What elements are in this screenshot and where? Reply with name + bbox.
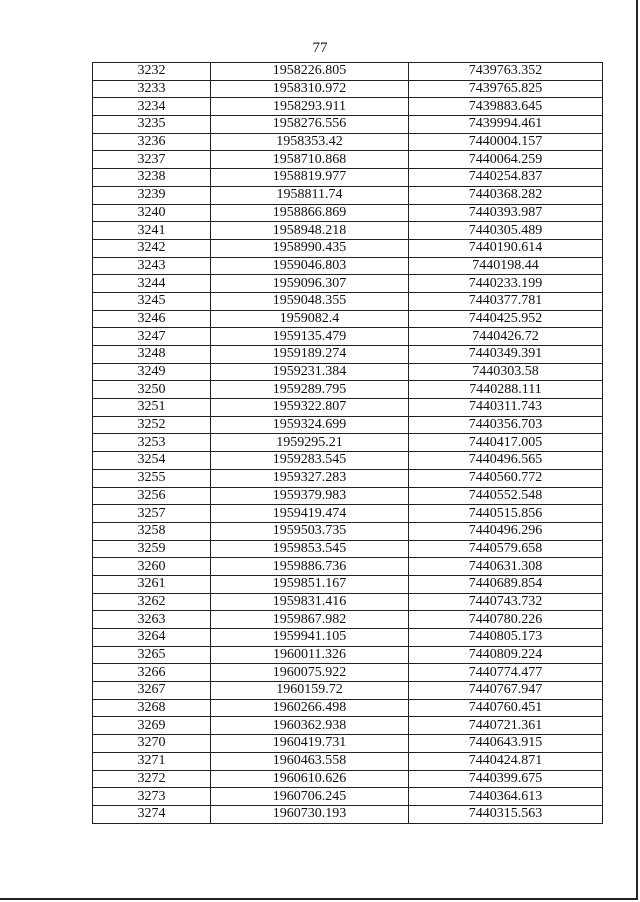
table-row	[93, 664, 603, 682]
y-coordinate-cell: 7440424.871	[409, 752, 603, 770]
x-coordinate-cell: 1959831.416	[211, 593, 409, 611]
table-row	[93, 452, 603, 470]
point-number-cell: 3268	[93, 699, 211, 717]
point-number-cell: 3253	[93, 434, 211, 452]
point-number-cell: 3256	[93, 487, 211, 505]
point-number-cell: 3242	[93, 239, 211, 257]
y-coordinate-cell: 7440417.005	[409, 434, 603, 452]
point-number-cell: 3264	[93, 629, 211, 647]
point-number-cell: 3261	[93, 575, 211, 593]
x-coordinate-cell: 1959046.803	[211, 257, 409, 275]
x-coordinate-cell: 1959096.307	[211, 275, 409, 293]
y-coordinate-cell: 7440315.563	[409, 805, 603, 823]
coordinates-table	[92, 62, 603, 824]
x-coordinate-cell: 1959886.736	[211, 558, 409, 576]
table-row	[93, 805, 603, 823]
table-row	[93, 204, 603, 222]
point-number-cell: 3260	[93, 558, 211, 576]
table-row	[93, 558, 603, 576]
table-row	[93, 699, 603, 717]
x-coordinate-cell: 1958226.805	[211, 63, 409, 81]
table-row	[93, 399, 603, 417]
y-coordinate-cell: 7439763.352	[409, 63, 603, 81]
table-row	[93, 80, 603, 98]
y-coordinate-cell: 7440689.854	[409, 575, 603, 593]
point-number-cell: 3267	[93, 682, 211, 700]
table-row	[93, 629, 603, 647]
table-row	[93, 611, 603, 629]
table-row	[93, 717, 603, 735]
y-coordinate-cell: 7440349.391	[409, 346, 603, 364]
y-coordinate-cell: 7440579.658	[409, 540, 603, 558]
table-row	[93, 416, 603, 434]
table-row	[93, 434, 603, 452]
y-coordinate-cell: 7440552.548	[409, 487, 603, 505]
x-coordinate-cell: 1959289.795	[211, 381, 409, 399]
table-row	[93, 575, 603, 593]
point-number-cell: 3236	[93, 133, 211, 151]
x-coordinate-cell: 1958353.42	[211, 133, 409, 151]
x-coordinate-cell: 1959295.21	[211, 434, 409, 452]
y-coordinate-cell: 7440496.296	[409, 522, 603, 540]
x-coordinate-cell: 1958811.74	[211, 186, 409, 204]
point-number-cell: 3269	[93, 717, 211, 735]
y-coordinate-cell: 7440767.947	[409, 682, 603, 700]
table-row	[93, 505, 603, 523]
y-coordinate-cell: 7440377.781	[409, 292, 603, 310]
x-coordinate-cell: 1958310.972	[211, 80, 409, 98]
point-number-cell: 3247	[93, 328, 211, 346]
point-number-cell: 3243	[93, 257, 211, 275]
y-coordinate-cell: 7440356.703	[409, 416, 603, 434]
y-coordinate-cell: 7440425.952	[409, 310, 603, 328]
x-coordinate-cell: 1959853.545	[211, 540, 409, 558]
y-coordinate-cell: 7440364.613	[409, 788, 603, 806]
y-coordinate-cell: 7440393.987	[409, 204, 603, 222]
y-coordinate-cell: 7440399.675	[409, 770, 603, 788]
table-row	[93, 310, 603, 328]
point-number-cell: 3259	[93, 540, 211, 558]
table-row	[93, 63, 603, 81]
table-row	[93, 646, 603, 664]
table-row	[93, 346, 603, 364]
y-coordinate-cell: 7440305.489	[409, 222, 603, 240]
table-row	[93, 752, 603, 770]
x-coordinate-cell: 1960159.72	[211, 682, 409, 700]
y-coordinate-cell: 7440496.565	[409, 452, 603, 470]
x-coordinate-cell: 1960362.938	[211, 717, 409, 735]
y-coordinate-cell: 7440774.477	[409, 664, 603, 682]
point-number-cell: 3250	[93, 381, 211, 399]
x-coordinate-cell: 1959189.274	[211, 346, 409, 364]
point-number-cell: 3233	[93, 80, 211, 98]
x-coordinate-cell: 1959503.735	[211, 522, 409, 540]
y-coordinate-cell: 7440254.837	[409, 169, 603, 187]
y-coordinate-cell: 7440064.259	[409, 151, 603, 169]
table-row	[93, 186, 603, 204]
point-number-cell: 3241	[93, 222, 211, 240]
coordinates-table-body	[93, 63, 603, 824]
x-coordinate-cell: 1960011.326	[211, 646, 409, 664]
point-number-cell: 3262	[93, 593, 211, 611]
x-coordinate-cell: 1958276.556	[211, 116, 409, 134]
table-row	[93, 540, 603, 558]
table-row	[93, 593, 603, 611]
y-coordinate-cell: 7440809.224	[409, 646, 603, 664]
table-row	[93, 487, 603, 505]
x-coordinate-cell: 1959283.545	[211, 452, 409, 470]
point-number-cell: 3270	[93, 735, 211, 753]
table-row	[93, 275, 603, 293]
table-row	[93, 682, 603, 700]
y-coordinate-cell: 7440743.732	[409, 593, 603, 611]
page-number: 77	[312, 40, 328, 56]
point-number-cell: 3254	[93, 452, 211, 470]
y-coordinate-cell: 7440311.743	[409, 399, 603, 417]
x-coordinate-cell: 1960610.626	[211, 770, 409, 788]
y-coordinate-cell: 7440805.173	[409, 629, 603, 647]
point-number-cell: 3274	[93, 805, 211, 823]
point-number-cell: 3273	[93, 788, 211, 806]
x-coordinate-cell: 1960730.193	[211, 805, 409, 823]
table-row	[93, 151, 603, 169]
point-number-cell: 3251	[93, 399, 211, 417]
table-row	[93, 363, 603, 381]
table-row	[93, 328, 603, 346]
table-row	[93, 469, 603, 487]
table-row	[93, 788, 603, 806]
y-coordinate-cell: 7439883.645	[409, 98, 603, 116]
point-number-cell: 3266	[93, 664, 211, 682]
point-number-cell: 3245	[93, 292, 211, 310]
y-coordinate-cell: 7440643.915	[409, 735, 603, 753]
table-row	[93, 381, 603, 399]
table-row	[93, 98, 603, 116]
table-row	[93, 770, 603, 788]
table-row	[93, 239, 603, 257]
point-number-cell: 3271	[93, 752, 211, 770]
y-coordinate-cell: 7440190.614	[409, 239, 603, 257]
point-number-cell: 3257	[93, 505, 211, 523]
y-coordinate-cell: 7440288.111	[409, 381, 603, 399]
x-coordinate-cell: 1958293.911	[211, 98, 409, 116]
x-coordinate-cell: 1960706.245	[211, 788, 409, 806]
y-coordinate-cell: 7440631.308	[409, 558, 603, 576]
x-coordinate-cell: 1958866.869	[211, 204, 409, 222]
x-coordinate-cell: 1958710.868	[211, 151, 409, 169]
x-coordinate-cell: 1959327.283	[211, 469, 409, 487]
table-row	[93, 133, 603, 151]
point-number-cell: 3238	[93, 169, 211, 187]
x-coordinate-cell: 1959082.4	[211, 310, 409, 328]
x-coordinate-cell: 1958819.977	[211, 169, 409, 187]
x-coordinate-cell: 1959322.807	[211, 399, 409, 417]
x-coordinate-cell: 1959231.384	[211, 363, 409, 381]
table-row	[93, 522, 603, 540]
point-number-cell: 3249	[93, 363, 211, 381]
x-coordinate-cell: 1959379.983	[211, 487, 409, 505]
x-coordinate-cell: 1959941.105	[211, 629, 409, 647]
table-row	[93, 735, 603, 753]
y-coordinate-cell: 7440780.226	[409, 611, 603, 629]
y-coordinate-cell: 7439765.825	[409, 80, 603, 98]
y-coordinate-cell: 7440004.157	[409, 133, 603, 151]
x-coordinate-cell: 1959048.355	[211, 292, 409, 310]
y-coordinate-cell: 7440368.282	[409, 186, 603, 204]
x-coordinate-cell: 1960266.498	[211, 699, 409, 717]
point-number-cell: 3246	[93, 310, 211, 328]
x-coordinate-cell: 1958948.218	[211, 222, 409, 240]
x-coordinate-cell: 1960075.922	[211, 664, 409, 682]
point-number-cell: 3258	[93, 522, 211, 540]
table-row	[93, 222, 603, 240]
y-coordinate-cell: 7439994.461	[409, 116, 603, 134]
x-coordinate-cell: 1959135.479	[211, 328, 409, 346]
point-number-cell: 3252	[93, 416, 211, 434]
x-coordinate-cell: 1959867.982	[211, 611, 409, 629]
point-number-cell: 3232	[93, 63, 211, 81]
point-number-cell: 3263	[93, 611, 211, 629]
point-number-cell: 3265	[93, 646, 211, 664]
x-coordinate-cell: 1960463.558	[211, 752, 409, 770]
point-number-cell: 3255	[93, 469, 211, 487]
x-coordinate-cell: 1959851.167	[211, 575, 409, 593]
point-number-cell: 3239	[93, 186, 211, 204]
point-number-cell: 3240	[93, 204, 211, 222]
point-number-cell: 3235	[93, 116, 211, 134]
y-coordinate-cell: 7440515.856	[409, 505, 603, 523]
point-number-cell: 3244	[93, 275, 211, 293]
x-coordinate-cell: 1959324.699	[211, 416, 409, 434]
table-row	[93, 116, 603, 134]
point-number-cell: 3234	[93, 98, 211, 116]
y-coordinate-cell: 7440198.44	[409, 257, 603, 275]
y-coordinate-cell: 7440560.772	[409, 469, 603, 487]
point-number-cell: 3272	[93, 770, 211, 788]
x-coordinate-cell: 1959419.474	[211, 505, 409, 523]
point-number-cell: 3248	[93, 346, 211, 364]
point-number-cell: 3237	[93, 151, 211, 169]
x-coordinate-cell: 1958990.435	[211, 239, 409, 257]
y-coordinate-cell: 7440760.451	[409, 699, 603, 717]
y-coordinate-cell: 7440426.72	[409, 328, 603, 346]
y-coordinate-cell: 7440303.58	[409, 363, 603, 381]
table-row	[93, 257, 603, 275]
table-row	[93, 169, 603, 187]
x-coordinate-cell: 1960419.731	[211, 735, 409, 753]
y-coordinate-cell: 7440233.199	[409, 275, 603, 293]
table-row	[93, 292, 603, 310]
y-coordinate-cell: 7440721.361	[409, 717, 603, 735]
